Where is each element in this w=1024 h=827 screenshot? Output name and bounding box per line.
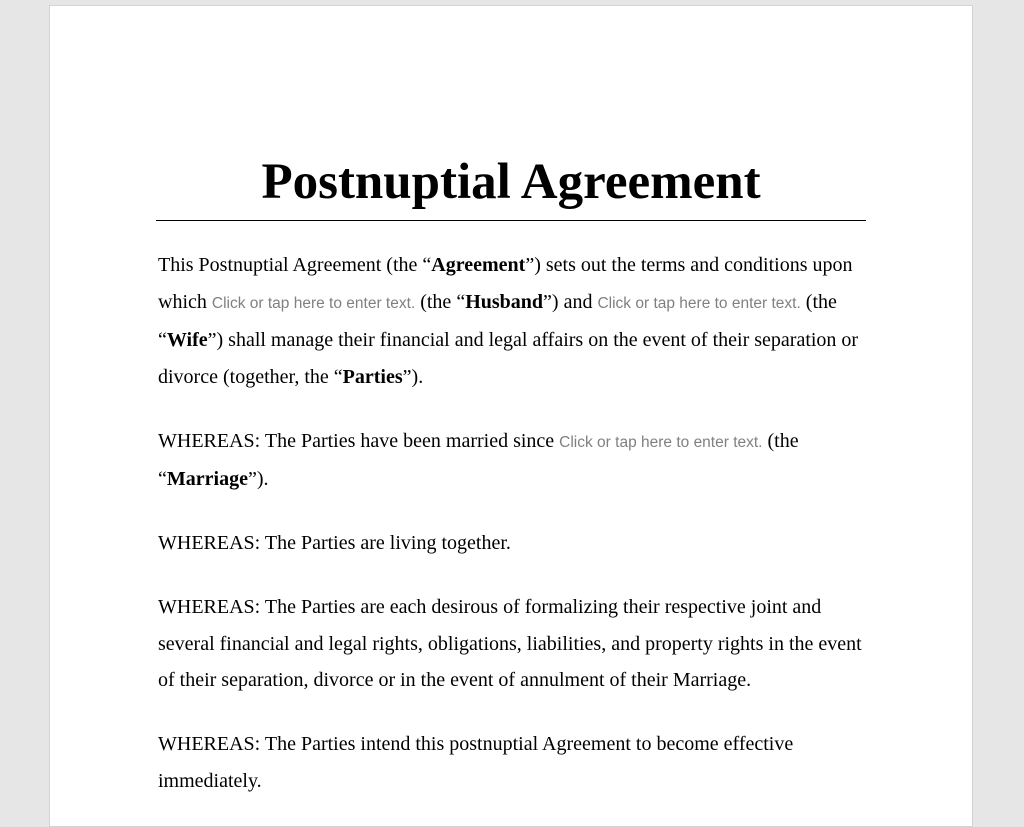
- defined-term-marriage: Marriage: [166, 468, 248, 490]
- text-run: ”) shall manage their financial and legal affairs on the event of their separation or divorce (together, the “: [158, 329, 859, 388]
- defined-term-husband: Husband: [465, 290, 544, 313]
- wife-name-field[interactable]: Click or tap here to enter text.: [597, 294, 801, 312]
- text-run: ”).: [402, 365, 424, 388]
- defined-term-agreement: Agreement: [431, 254, 526, 276]
- text-run: (the “: [415, 290, 466, 313]
- husband-name-field[interactable]: Click or tap here to enter text.: [211, 294, 416, 312]
- defined-term-parties: Parties: [342, 365, 403, 388]
- text-run: ”) and: [543, 290, 598, 313]
- defined-term-wife: Wife: [166, 329, 208, 351]
- document-page: [50, 6, 972, 826]
- whereas-rights-paragraph: WHEREAS: The Parties are each desirous of formalizing their respective joint and several financial and legal rights, obligations, liabilities, and property rights in the event of their separation, divorce or in the event of annulment of their Marriage.: [158, 596, 862, 691]
- text-run: This Postnuptial Agreement (the “: [158, 254, 432, 276]
- title-underline: [156, 220, 866, 221]
- text-run: (the “: [158, 429, 799, 490]
- document-body[interactable]: [158, 247, 863, 827]
- intro-paragraph: [158, 247, 863, 395]
- whereas-effective-paragraph: WHEREAS: The Parties intend this postnuptial Agreement to become effective immediately.: [158, 733, 794, 792]
- text-run: (the “: [158, 290, 837, 351]
- whereas-marriage-paragraph: [158, 423, 863, 498]
- text-run: WHEREAS: The Parties have been married since: [158, 429, 560, 452]
- text-run: ”).: [247, 468, 269, 490]
- marriage-date-field[interactable]: Click or tap here to enter text.: [559, 433, 763, 451]
- document-title: Postnuptial Agreement: [261, 154, 761, 210]
- text-run: ”) sets out the terms and conditions upon which: [158, 254, 853, 313]
- whereas-living-together-paragraph: WHEREAS: The Parties are living together.: [158, 532, 511, 554]
